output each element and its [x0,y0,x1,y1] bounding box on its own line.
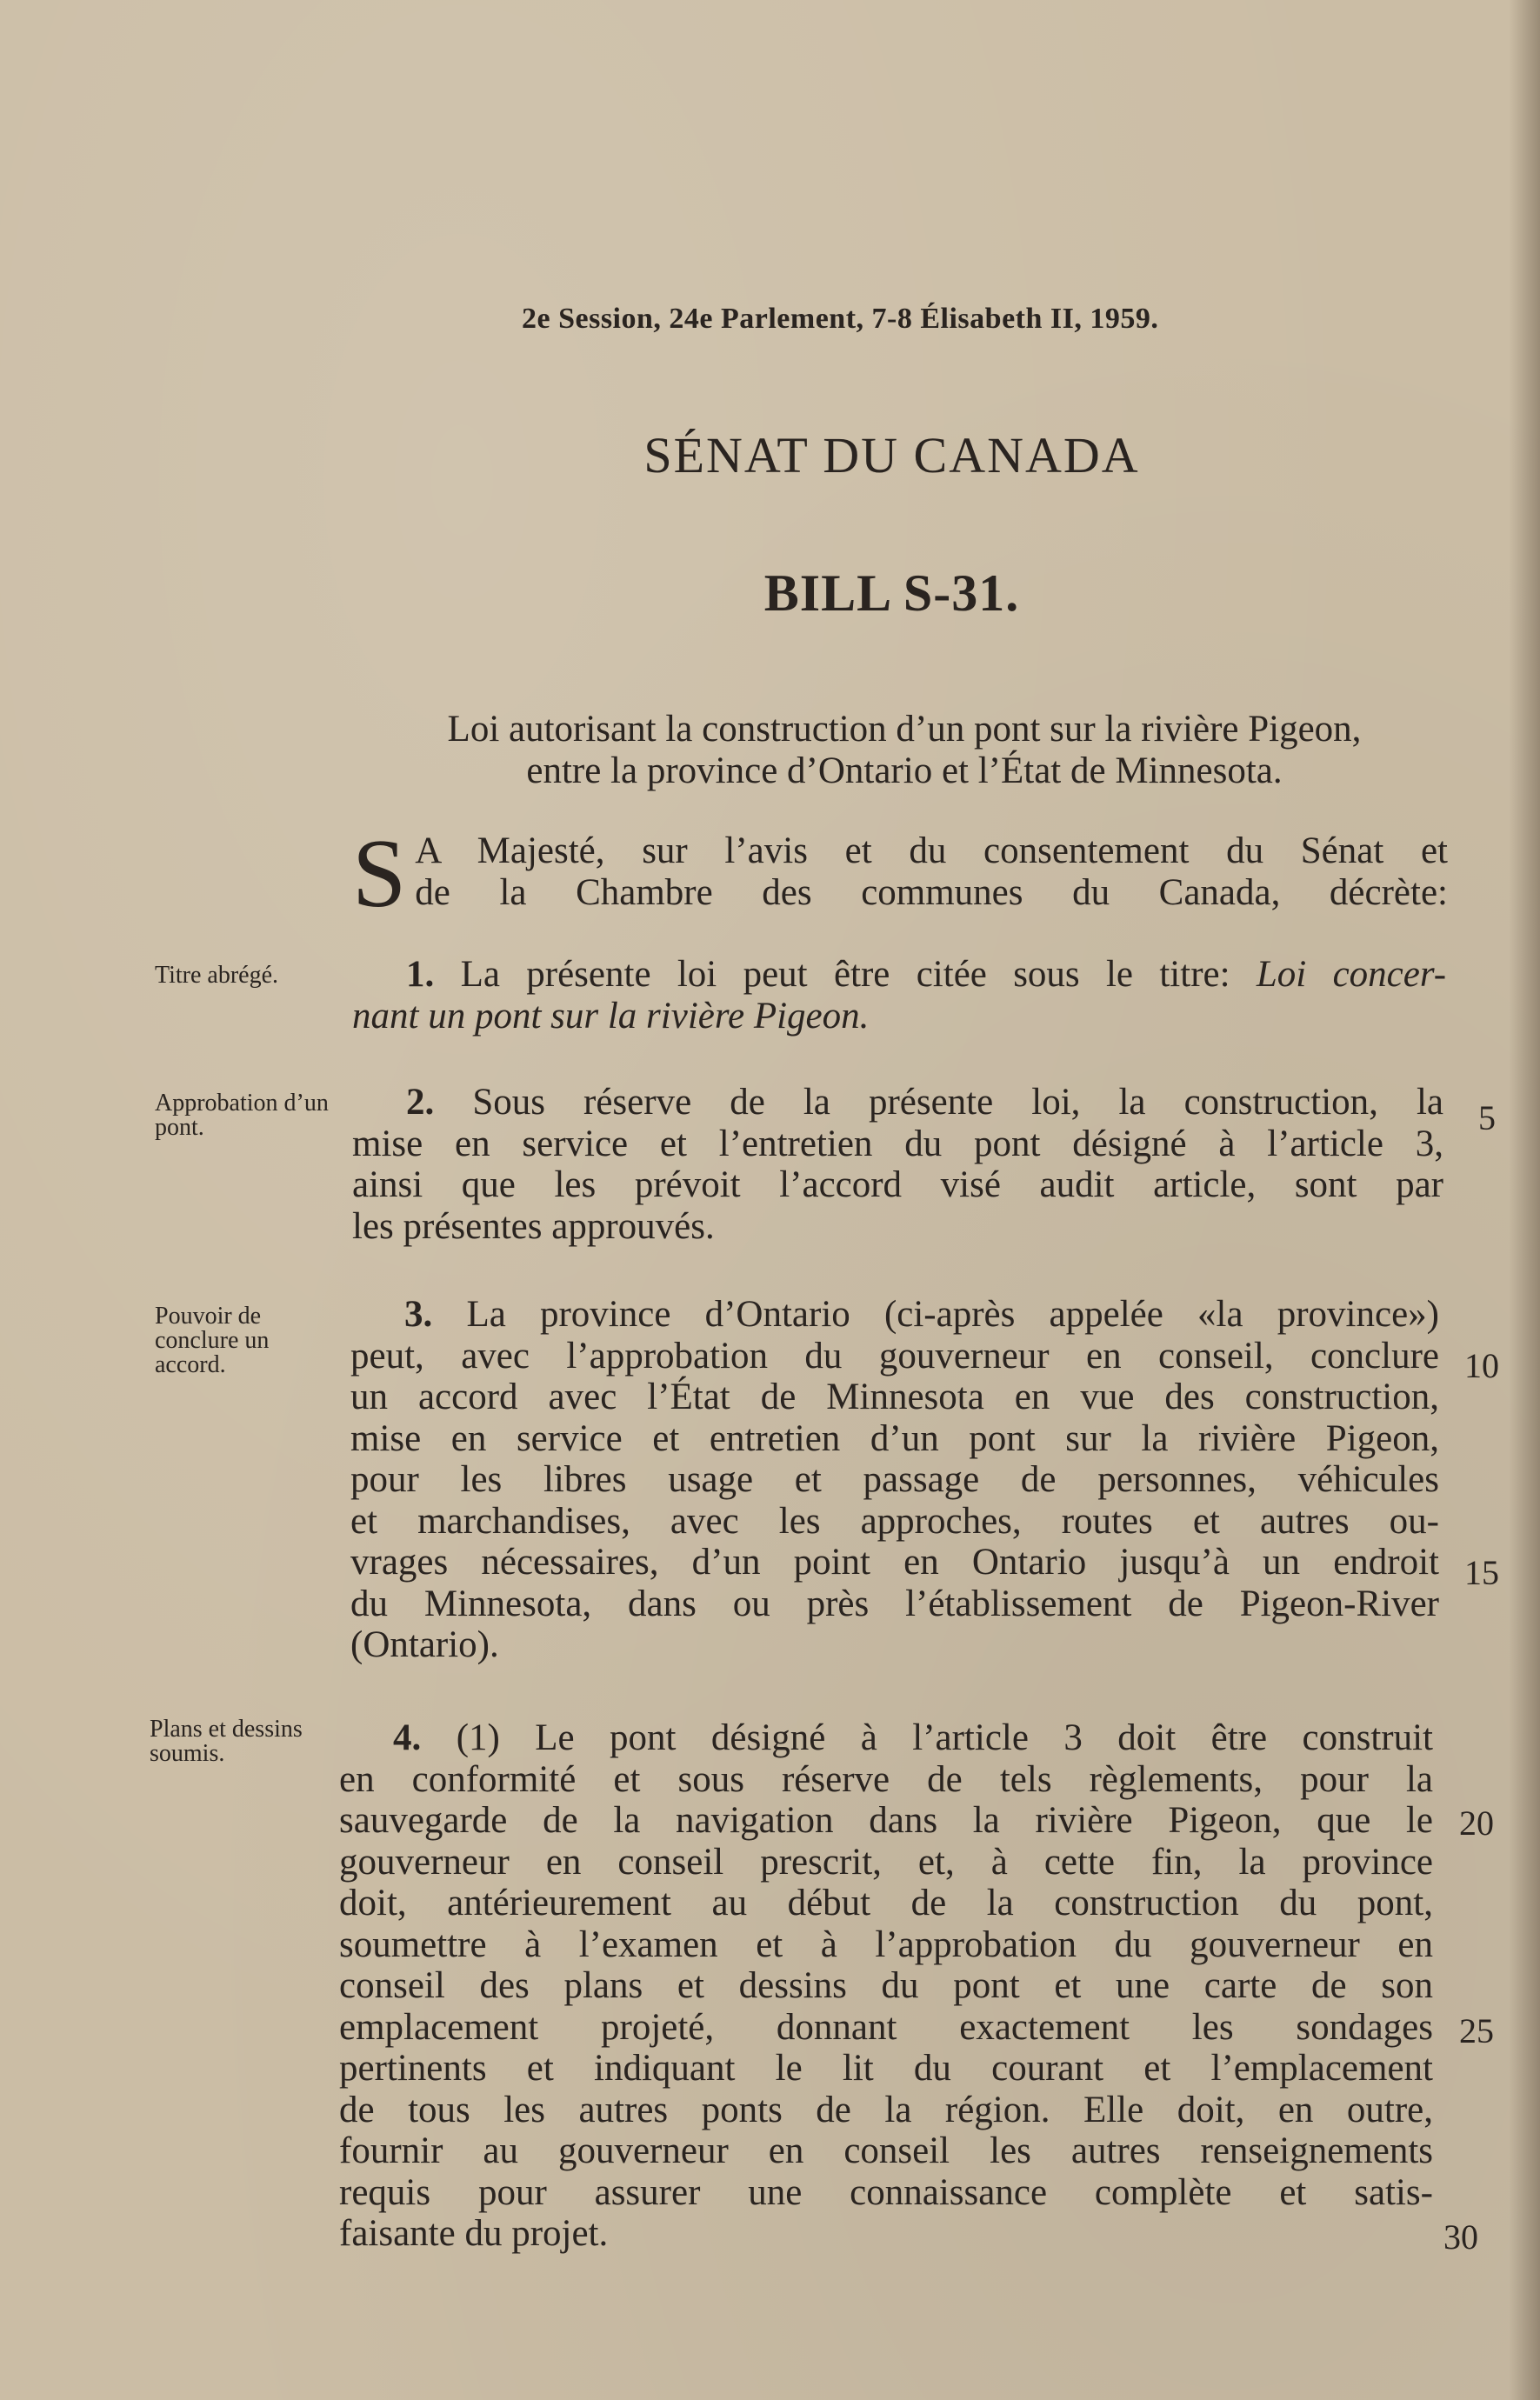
line-number: 30 [1443,2217,1478,2257]
section-text: La province d’Ontario (ci-après appelée «la province») [466,1294,1439,1335]
line-number: 10 [1464,1346,1499,1385]
section-line: de tous les autres ponts de la région. Elle doit, en outre, [339,2089,1433,2130]
section-line: sauvegarde de la navigation dans la rivière Pigeon, que le [339,1800,1433,1841]
long-title-line: Loi autorisant la construction d’un pont sur la rivière Pigeon, [447,709,1362,750]
section-3 [350,1294,1439,1666]
bill-title: BILL S-31. [763,564,1020,622]
section-line [339,1717,1433,1759]
marginal-note: Titre abrégé. [155,962,279,989]
section-line: en conformité et sous réserve de tels règlements, pour la [339,1758,1433,1800]
section-line: nant un pont sur la rivière Pigeon. [352,995,870,1037]
line-number: 15 [1464,1553,1499,1592]
section-1 [352,954,1446,1037]
section-line [352,1082,1443,1123]
line-number: 20 [1459,1803,1494,1843]
section-line: mise en service et entretien d’un pont sur la rivière Pigeon, [350,1417,1439,1459]
line-number: 5 [1478,1098,1496,1137]
enacting-line: A Majesté, sur l’avis et du consentement du Sénat et [415,830,1448,871]
section-number: 4. [393,1717,422,1758]
section-line: et marchandises, avec les approches, routes et autres ou- [350,1500,1439,1542]
section-line: (Ontario). [350,1624,499,1665]
section-line: mise en service et l’entretien du pont désigné à l’article 3, [352,1123,1443,1164]
marginal-note: Approbation d’un pont. [155,1090,329,1141]
section-line: peut, avec l’approbation du gouverneur en conseil, conclure [350,1335,1439,1377]
section-line: les présentes approuvés. [352,1205,715,1247]
section-number: 3. [404,1294,433,1335]
section-number: 1. [406,954,435,995]
long-title [357,709,1452,792]
section-text: (1) Le pont désigné à l’article 3 doit être construit [456,1717,1433,1758]
section-line: pour les libres usage et passage de personnes, véhicules [350,1459,1439,1500]
section-line: gouverneur en conseil prescrit, et, à cette fin, la province [339,1841,1433,1883]
section-4 [339,1717,1433,2255]
section-line: du Minnesota, dans ou près l’établissement de Pigeon-River [350,1583,1439,1624]
section-line: ainsi que les prévoit l’accord visé audit article, sont par [352,1164,1443,1205]
section-line: pertinents et indiquant le lit du courant et l’emplacement [339,2048,1433,2089]
short-title-italic: Loi concer- [1256,954,1447,995]
marginal-note: Plans et dessins soumis. [150,1716,303,1767]
drop-cap: S [352,820,407,928]
section-line: faisante du projet. [339,2213,609,2254]
section-line: emplacement projeté, donnant exactement les sondages [339,2006,1433,2048]
section-line: fournir au gouverneur en conseil les autres renseignements [339,2130,1433,2171]
section-2 [352,1082,1443,1247]
session-line: 2e Session, 24e Parlement, 7-8 Élisabeth II, 1959. [522,303,1159,335]
section-text: La présente loi peut être citée sous le titre: [460,954,1230,995]
enacting-line: de la Chambre des communes du Canada, décrète: [415,872,1448,913]
section-line: conseil des plans et dessins du pont et une carte de son [339,1965,1433,2006]
section-line: vrages nécessaires, d’un point en Ontario jusqu’à un endroit [350,1542,1439,1583]
section-number: 2. [406,1082,435,1123]
marginal-note: Pouvoir de conclure un accord. [155,1303,270,1378]
section-line: soumettre à l’examen et à l’approbation du gouverneur en [339,1923,1433,1965]
section-line: un accord avec l’État de Minnesota en vue des construction, [350,1377,1439,1417]
long-title-line: entre la province d’Ontario et l’État de Minnesota. [526,750,1283,791]
section-line: doit, antérieurement au début de la construction du pont, [339,1883,1433,1923]
section-line [352,954,1446,996]
senate-title: SÉNAT DU CANADA [643,427,1140,483]
page-edge-shadow [1509,0,1540,2400]
line-number: 25 [1459,2011,1494,2050]
section-line: requis pour assurer une connaissance complète et satis- [339,2171,1433,2213]
enacting-clause [352,820,1448,928]
section-text: Sous réserve de la présente loi, la construction, la [472,1082,1443,1123]
section-line [350,1294,1439,1336]
